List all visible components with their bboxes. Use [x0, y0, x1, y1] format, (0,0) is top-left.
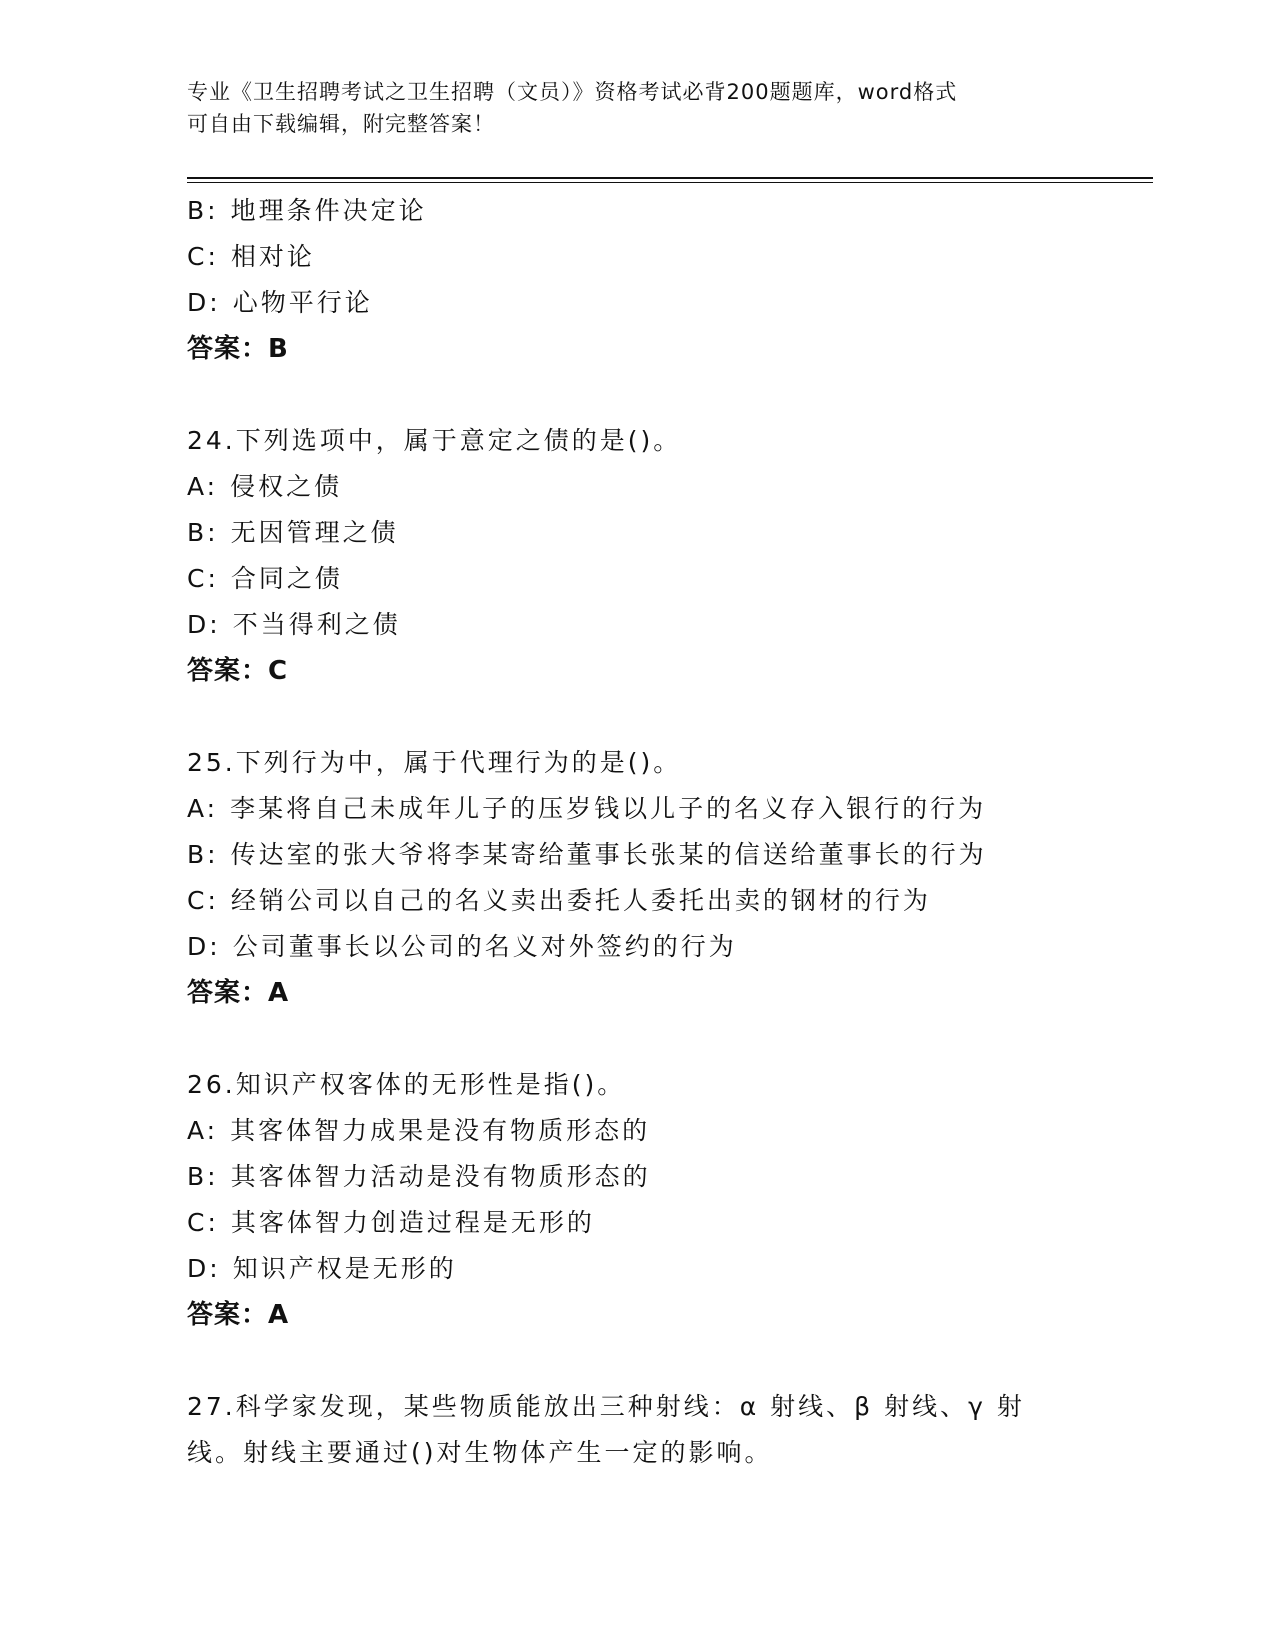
option-label: D: [187, 1254, 221, 1283]
option-label: C: [187, 886, 219, 915]
question-stem: 26.知识产权客体的无形性是指()。 [187, 1070, 626, 1099]
header-line-1: 专业《卫生招聘考试之卫生招聘（文员）》资格考试必背200题题库，word格式 [187, 80, 958, 104]
document-header [187, 76, 1067, 140]
option-text: 李某将自己未成年儿子的压岁钱以儿子的名义存入银行的行为 [230, 794, 987, 823]
option-label: A: [187, 1116, 219, 1145]
option-text: 其客体智力创造过程是无形的 [230, 1208, 595, 1237]
option-c [187, 1200, 1087, 1246]
question-stem-line-1: 27.科学家发现，某些物质能放出三种射线：α 射线、β 射线、γ 射 [187, 1392, 1025, 1421]
option-c [187, 556, 1087, 602]
option-label: D: [187, 288, 221, 317]
header-rule-thin [187, 182, 1153, 183]
option-label: C: [187, 242, 219, 271]
option-text: 知识产权是无形的 [232, 1254, 457, 1283]
spacer [187, 1338, 1087, 1384]
option-label: D: [187, 610, 221, 639]
question-24 [187, 418, 1087, 694]
option-label: B: [187, 196, 219, 225]
question-26 [187, 1062, 1087, 1338]
option-text: 地理条件决定论 [230, 196, 427, 225]
option-d [187, 1246, 1087, 1292]
question-stem: 24.下列选项中，属于意定之债的是()。 [187, 426, 682, 455]
header-line-2: 可自由下载编辑，附完整答案！ [187, 112, 495, 136]
spacer [187, 372, 1087, 418]
option-c [187, 234, 1087, 280]
option-text: 心物平行论 [232, 288, 373, 317]
option-text: 相对论 [230, 242, 315, 271]
option-a [187, 464, 1087, 510]
header-rule-thick [187, 177, 1153, 179]
option-text: 公司董事长以公司的名义对外签约的行为 [232, 932, 737, 961]
option-b [187, 188, 1087, 234]
option-b [187, 832, 1087, 878]
option-text: 其客体智力成果是没有物质形态的 [230, 1116, 651, 1145]
option-b [187, 510, 1087, 556]
option-text: 其客体智力活动是没有物质形态的 [230, 1162, 651, 1191]
option-a [187, 786, 1087, 832]
option-label: B: [187, 840, 219, 869]
question-content [187, 188, 1087, 1476]
spacer [187, 1016, 1087, 1062]
option-text: 经销公司以自己的名义卖出委托人委托出卖的钢材的行为 [230, 886, 931, 915]
option-d [187, 924, 1087, 970]
question-stem-line-2: 线。射线主要通过()对生物体产生一定的影响。 [187, 1438, 773, 1467]
option-text: 侵权之债 [230, 472, 343, 501]
answer-line: 答案：A [187, 978, 290, 1008]
option-label: C: [187, 564, 219, 593]
question-23-partial [187, 188, 1087, 372]
option-text: 无因管理之债 [230, 518, 399, 547]
option-text: 不当得利之债 [232, 610, 401, 639]
option-a [187, 1108, 1087, 1154]
answer-line: 答案：C [187, 656, 289, 686]
option-d [187, 602, 1087, 648]
option-label: C: [187, 1208, 219, 1237]
option-label: B: [187, 1162, 219, 1191]
option-label: A: [187, 472, 219, 501]
question-stem: 25.下列行为中，属于代理行为的是()。 [187, 748, 682, 777]
answer-line: 答案：A [187, 1300, 290, 1330]
option-d [187, 280, 1087, 326]
option-text: 合同之债 [230, 564, 343, 593]
spacer [187, 694, 1087, 740]
option-c [187, 878, 1087, 924]
question-27 [187, 1384, 1087, 1476]
question-25 [187, 740, 1087, 1016]
option-text: 传达室的张大爷将李某寄给董事长张某的信送给董事长的行为 [230, 840, 987, 869]
option-label: A: [187, 794, 219, 823]
option-b [187, 1154, 1087, 1200]
option-label: D: [187, 932, 221, 961]
option-label: B: [187, 518, 219, 547]
answer-line: 答案：B [187, 334, 289, 364]
